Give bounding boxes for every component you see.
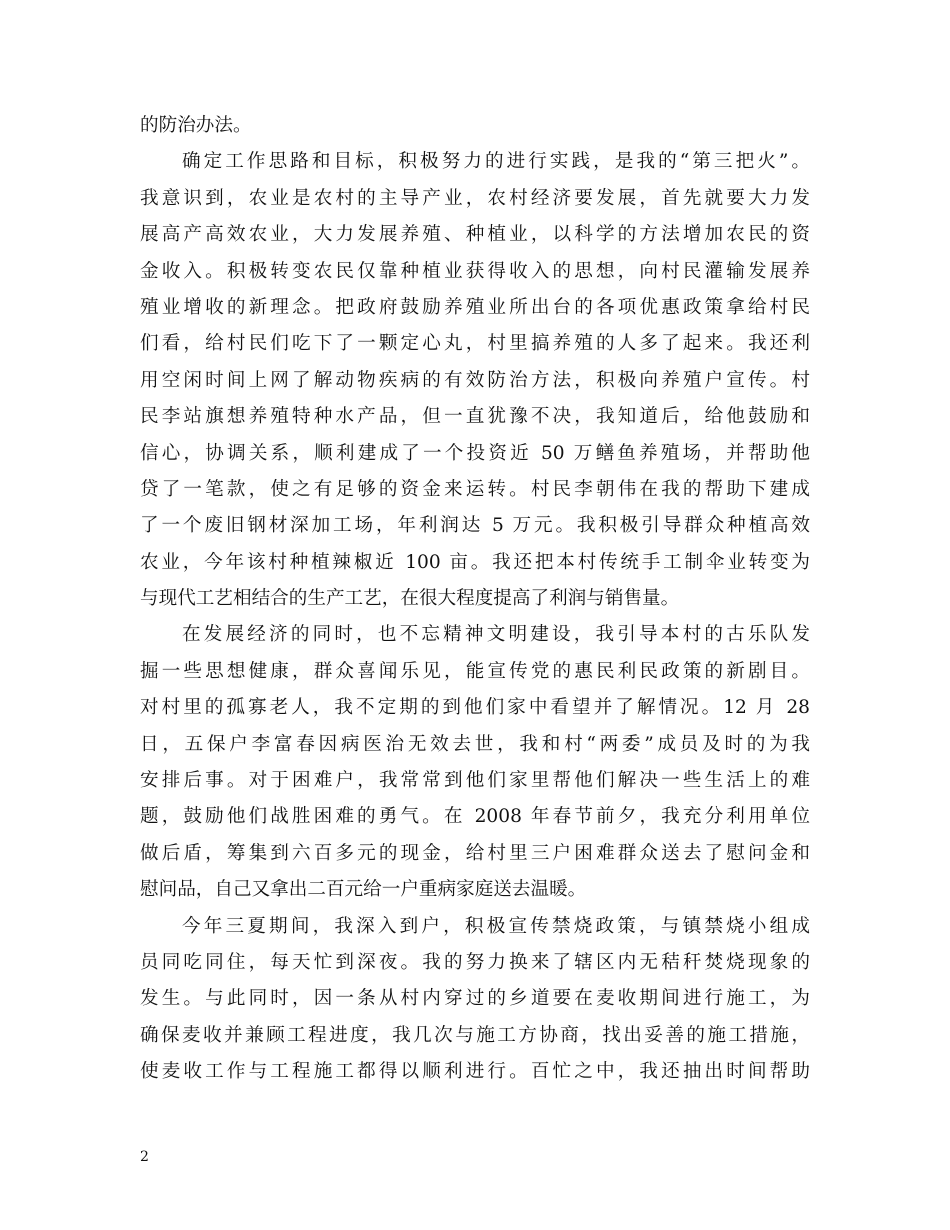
text-line: 与现代工艺相结合的生产工艺，在很大程度提高了利润与销售量。 bbox=[140, 588, 680, 610]
text-line: 殖业增收的新理念。把政府鼓励养殖业所出台的各项优惠政策拿给村民 bbox=[140, 296, 810, 318]
text-line: 慰问品，自己又拿出二百元给一户重病家庭送去温暖。 bbox=[140, 879, 587, 901]
text-line: 做后盾，筹集到六百多元的现金，给村里三户困难群众送去了慰问金和 bbox=[140, 842, 810, 864]
text-line: 我意识到，农业是农村的主导产业，农村经济要发展，首先就要大力发 bbox=[140, 187, 810, 209]
text-line: 确保麦收并兼顾工程进度，我几次与施工方协商，找出妥善的施工措施， bbox=[140, 1024, 810, 1046]
text-line: 员同吃同住，每天忙到深夜。我的努力换来了辖区内无秸秆焚烧现象的 bbox=[140, 951, 810, 973]
text-line: 民李站旗想养殖特种水产品，但一直犹豫不决，我知道后，给他鼓励和 bbox=[140, 406, 810, 428]
text-line: 日，五保户李富春因病医治无效去世，我和村“两委”成员及时的为我 bbox=[140, 733, 810, 755]
document-body bbox=[140, 108, 810, 1091]
text-line: 的防治办法。 bbox=[140, 115, 252, 136]
text-line: 展高产高效农业，大力发展养殖、种植业，以科学的方法增加农民的资 bbox=[140, 224, 810, 246]
text-line: 使麦收工作与工程施工都得以顺利进行。百忙之中，我还抽出时间帮助 bbox=[140, 1061, 810, 1083]
text-line: 信心，协调关系，顺利建成了一个投资近 50 万鳝鱼养殖场，并帮助他 bbox=[140, 442, 810, 464]
text-line: 用空闲时间上网了解动物疾病的有效防治方法，积极向养殖户宣传。村 bbox=[140, 369, 810, 391]
text-line: 农业，今年该村种植辣椒近 100 亩。我还把本村传统手工制伞业转变为 bbox=[140, 551, 810, 573]
text-line: 金收入。积极转变农民仅靠种植业获得收入的思想，向村民灌输发展养 bbox=[140, 260, 810, 282]
text-line: 们看，给村民们吃下了一颗定心丸，村里搞养殖的人多了起来。我还利 bbox=[140, 333, 810, 355]
page-number: 2 bbox=[140, 1149, 149, 1165]
text-line: 贷了一笔款，使之有足够的资金来运转。村民李朝伟在我的帮助下建成 bbox=[140, 478, 810, 500]
text-line: 题，鼓励他们战胜困难的勇气。在 2008 年春节前夕，我充分利用单位 bbox=[140, 806, 810, 828]
text-line: 在发展经济的同时，也不忘精神文明建设，我引导本村的古乐队发 bbox=[182, 624, 810, 646]
text-line: 发生。与此同时，因一条从村内穿过的乡道要在麦收期间进行施工，为 bbox=[140, 988, 810, 1010]
text-line: 确定工作思路和目标，积极努力的进行实践，是我的“第三把火”。 bbox=[182, 151, 810, 173]
text-line: 今年三夏期间，我深入到户，积极宣传禁烧政策，与镇禁烧小组成 bbox=[182, 915, 810, 937]
text-line: 掘一些思想健康，群众喜闻乐见，能宣传党的惠民利民政策的新剧目。 bbox=[140, 660, 810, 682]
text-line: 安排后事。对于困难户，我常常到他们家里帮他们解决一些生活上的难 bbox=[140, 770, 810, 792]
text-line: 对村里的孤寡老人，我不定期的到他们家中看望并了解情况。12 月 28 bbox=[140, 697, 810, 719]
text-line: 了一个废旧钢材深加工场，年利润达 5 万元。我积极引导群众种植高效 bbox=[140, 515, 810, 537]
